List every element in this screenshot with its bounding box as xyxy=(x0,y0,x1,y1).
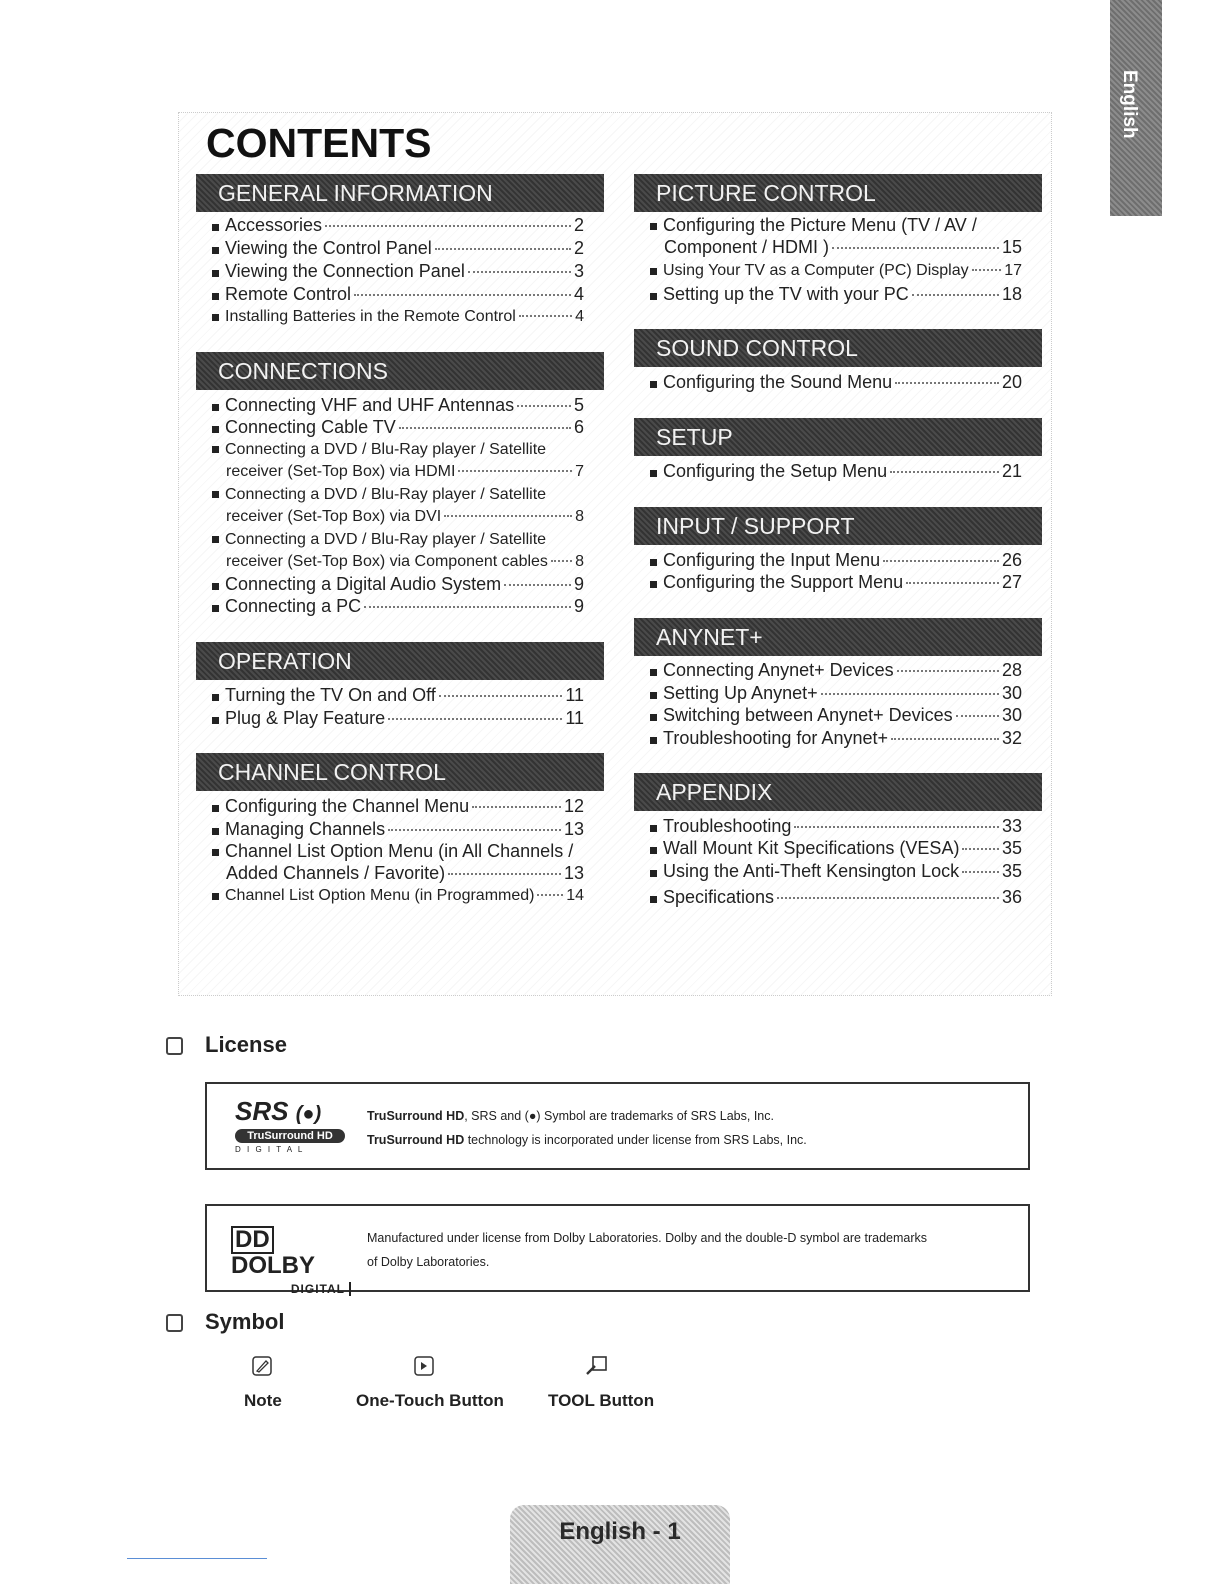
bullet-icon xyxy=(212,893,219,900)
bullet-icon xyxy=(212,536,219,543)
bullet-icon xyxy=(650,714,657,721)
toc-entry: Channel List Option Menu (in All Channels / Added Channels / Favorite) 13 xyxy=(212,840,584,884)
bullet-icon xyxy=(212,293,219,300)
section-header-appendix: APPENDIX xyxy=(634,773,1042,811)
bullet-icon xyxy=(650,896,657,903)
toc-entry: Configuring the Channel Menu 12 xyxy=(212,795,584,817)
dolby-license-text: Manufactured under license from Dolby Laboratories. Dolby and the double-D symbol are trademarks of Dolby Laboratories. xyxy=(367,1231,928,1269)
toc-entry: Setting up the TV with your PC 18 xyxy=(650,283,1022,305)
symbol-label-tool: TOOL Button xyxy=(548,1391,655,1410)
toc-entry: Viewing the Control Panel 2 xyxy=(212,237,584,259)
section-header-anynet: ANYNET+ xyxy=(634,618,1042,656)
toc-entry: Wall Mount Kit Specifications (VESA) 35 xyxy=(650,837,1022,859)
bullet-icon xyxy=(650,293,657,300)
dolby-license-box xyxy=(205,1204,1030,1296)
toc-entry: Connecting a DVD / Blu-Ray player / Satellite receiver (Set-Top Box) via Component cables 8 xyxy=(212,529,584,573)
symbol-label-one-touch: One-Touch Button xyxy=(356,1391,504,1410)
bullet-icon xyxy=(212,247,219,254)
srs-license-text: TruSurround HD, SRS and (●) Symbol are trademarks of SRS Labs, Inc. TruSurround HD technology is incorporated under license from SRS Labs, Inc. xyxy=(367,1109,807,1147)
bullet-icon xyxy=(650,223,657,230)
toc-entry: Configuring the Setup Menu 21 xyxy=(650,460,1022,482)
toc-entry: Installing Batteries in the Remote Control 4 xyxy=(212,306,584,328)
toc-entry: Connecting a PC 9 xyxy=(212,595,584,617)
checkbox-icon xyxy=(166,1314,183,1332)
page-number: English - 1 xyxy=(559,1518,681,1545)
toc-entry: Troubleshooting 33 xyxy=(650,815,1022,837)
section-header-connections: CONNECTIONS xyxy=(196,352,604,390)
side-tab-label: English xyxy=(1119,70,1140,139)
toc-entry: Plug & Play Feature 11 xyxy=(212,707,584,729)
toc-entry: Connecting VHF and UHF Antennas 5 xyxy=(212,394,584,416)
toc-entry: Connecting Anynet+ Devices 28 xyxy=(650,659,1022,681)
language-side-tab xyxy=(1110,0,1162,216)
bullet-icon xyxy=(212,828,219,835)
symbol-heading: Symbol xyxy=(205,1309,285,1334)
checkbox-icon xyxy=(166,1037,183,1055)
bullet-icon xyxy=(650,470,657,477)
toc-entry: Remote Control 4 xyxy=(212,283,584,305)
toc-entry: Viewing the Connection Panel 3 xyxy=(212,260,584,282)
bullet-icon xyxy=(212,849,219,856)
bullet-icon xyxy=(212,694,219,701)
section-header-picture: PICTURE CONTROL xyxy=(634,174,1042,212)
bullet-icon xyxy=(650,268,657,275)
toc-entry: Configuring the Support Menu 27 xyxy=(650,571,1022,593)
bullet-icon xyxy=(212,583,219,590)
section-header-setup: SETUP xyxy=(634,418,1042,456)
toc-entry: Using the Anti-Theft Kensington Lock 35 xyxy=(650,860,1022,882)
bullet-icon xyxy=(212,446,219,453)
toc-entry: Switching between Anynet+ Devices 30 xyxy=(650,704,1022,726)
toc-entry: Managing Channels 13 xyxy=(212,818,584,840)
section-header-general: GENERAL INFORMATION xyxy=(196,174,604,212)
section-header-sound: SOUND CONTROL xyxy=(634,329,1042,367)
page-title: CONTENTS xyxy=(206,120,432,166)
bullet-icon xyxy=(212,224,219,231)
bullet-icon xyxy=(650,870,657,877)
bullet-icon xyxy=(650,825,657,832)
tool-icon xyxy=(585,1354,609,1383)
toc-entry: Configuring the Sound Menu 20 xyxy=(650,371,1022,393)
toc-entry: Connecting a Digital Audio System 9 xyxy=(212,573,584,595)
bullet-icon xyxy=(650,381,657,388)
footer-rule xyxy=(127,1558,267,1559)
toc-entry: Setting Up Anynet+ 30 xyxy=(650,682,1022,704)
bullet-icon xyxy=(650,692,657,699)
toc-entry: Channel List Option Menu (in Programmed) 14 xyxy=(212,885,584,907)
toc-entry: Configuring the Input Menu 26 xyxy=(650,549,1022,571)
bullet-icon xyxy=(212,270,219,277)
toc-entry: Turning the TV On and Off 11 xyxy=(212,684,584,706)
bullet-icon xyxy=(212,717,219,724)
toc-entry: Specifications 36 xyxy=(650,886,1022,908)
bullet-icon xyxy=(212,605,219,612)
bullet-icon xyxy=(212,805,219,812)
toc-entry: Connecting a DVD / Blu-Ray player / Satellite receiver (Set-Top Box) via DVI 8 xyxy=(212,484,584,528)
symbol-label-note: Note xyxy=(244,1391,282,1410)
dolby-logo: DDDOLBY DIGITAL xyxy=(231,1226,351,1296)
toc-entry: Connecting a DVD / Blu-Ray player / Satellite receiver (Set-Top Box) via HDMI 7 xyxy=(212,439,584,483)
note-icon xyxy=(252,1356,272,1381)
section-header-channel: CHANNEL CONTROL xyxy=(196,753,604,791)
one-touch-icon xyxy=(414,1356,434,1381)
bullet-icon xyxy=(650,847,657,854)
section-header-input-support: INPUT / SUPPORT xyxy=(634,507,1042,545)
bullet-icon xyxy=(650,559,657,566)
bullet-icon xyxy=(212,426,219,433)
bullet-icon xyxy=(212,404,219,411)
toc-entry: Connecting Cable TV 6 xyxy=(212,416,584,438)
toc-entry: Accessories 2 xyxy=(212,214,584,236)
page-number-tab xyxy=(510,1505,730,1584)
license-heading: License xyxy=(205,1032,287,1057)
toc-entry: Troubleshooting for Anynet+ 32 xyxy=(650,727,1022,749)
bullet-icon xyxy=(212,491,219,498)
bullet-icon xyxy=(650,581,657,588)
toc-entry: Configuring the Picture Menu (TV / AV / Component / HDMI ) 15 xyxy=(650,214,1022,258)
srs-license-box xyxy=(205,1082,1030,1170)
toc-entry: Using Your TV as a Computer (PC) Display 17 xyxy=(650,260,1022,282)
srs-logo: SRS (●) TruSurround HD D I G I T A L xyxy=(235,1098,345,1154)
bullet-icon xyxy=(212,314,219,321)
bullet-icon xyxy=(650,669,657,676)
section-header-operation: OPERATION xyxy=(196,642,604,680)
bullet-icon xyxy=(650,737,657,744)
